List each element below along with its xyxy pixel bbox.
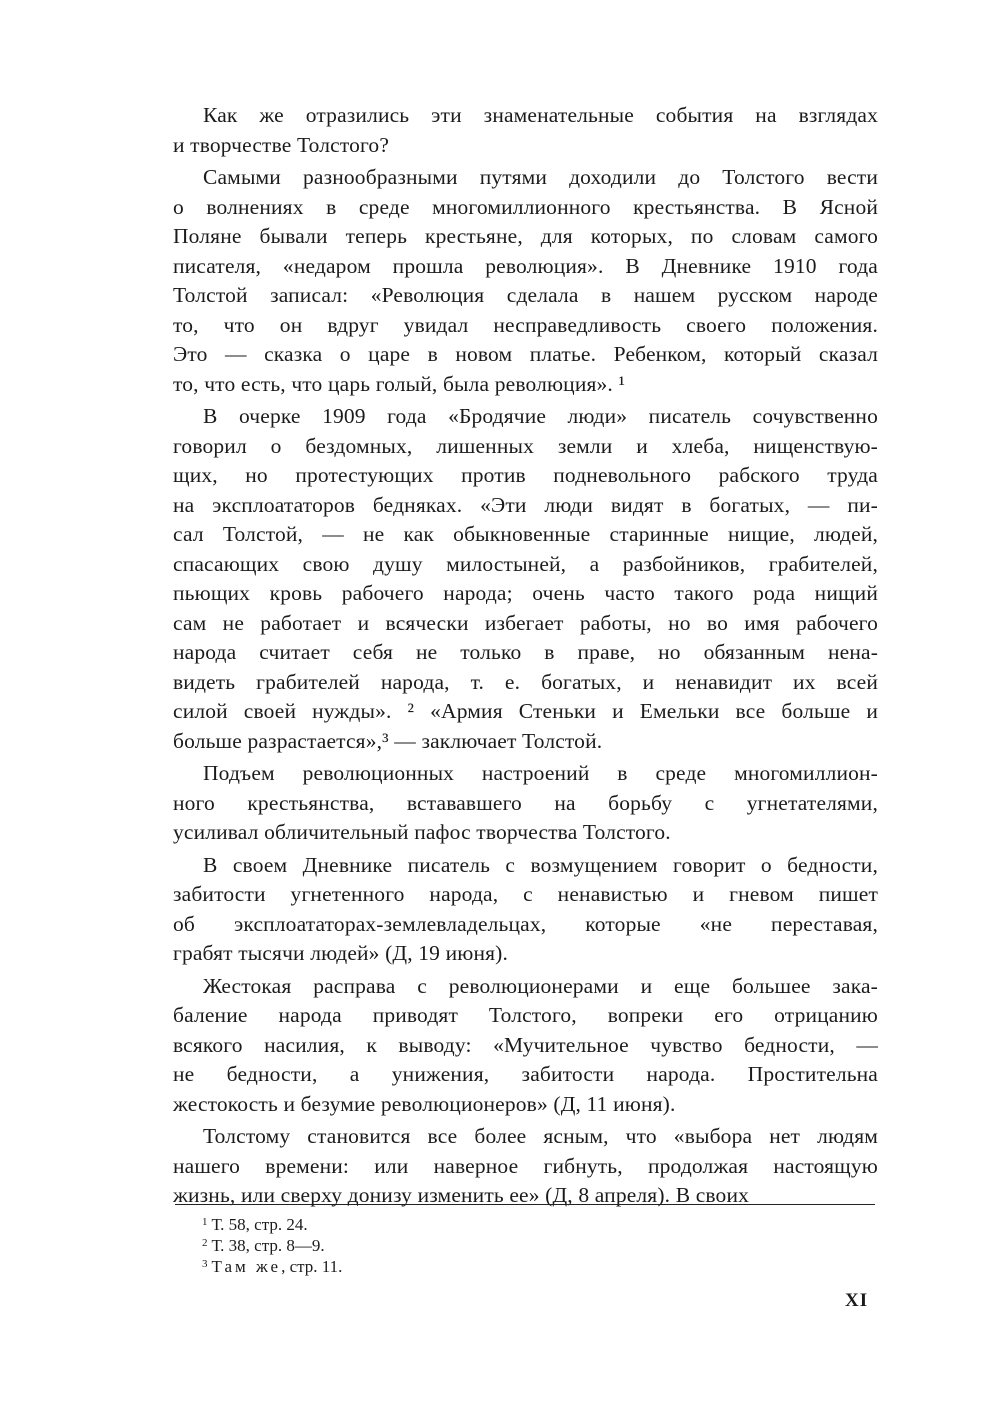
text-line: говорил о бездомных, лишенных земли и хлеба, нищенствую-: [173, 433, 878, 458]
footnote-1: [202, 1212, 802, 1233]
text-line: видеть грабителей народа, т. е. богатых, и ненавидит их всей: [173, 669, 878, 694]
text-line: сал Толстой, — не как обыкновенные старинные нищие, людей,: [173, 522, 878, 546]
footnote-mark: 1: [202, 1216, 208, 1228]
text-line: народа считает себя не только в праве, но обязанным нена-: [173, 640, 878, 664]
text-line: спасающих свою душу милостыней, а разбойников, грабителей,: [173, 551, 878, 576]
text-line: об эксплоататорах-землевладельцах, которые «не переставая,: [173, 911, 878, 936]
text-line: забитости угнетенного народа, с ненавистью и гневом пишет: [173, 882, 878, 906]
footnote-spaced-text: Там же: [211, 1257, 282, 1276]
page-number: XI: [845, 1290, 869, 1311]
text-line: писателя, «недаром прошла революция». В Дневнике 1910 года: [173, 253, 878, 278]
text-line: Это — сказка о царе в новом платье. Ребенком, который сказал: [173, 342, 878, 366]
text-line: В своем Дневнике писатель с возмущением говорит о бедности,: [203, 852, 878, 877]
text-line: жизнь, или сверху донизу изменить ее» (Д, 8 апреля). В своих: [173, 1183, 750, 1207]
text-line: щих, но протестующих против подневольного рабского труда: [173, 463, 878, 487]
footnotes: [202, 1212, 802, 1275]
footnote-divider: [175, 1204, 875, 1205]
footnote-mark: 2: [202, 1237, 208, 1249]
text-line: Толстому становится все более ясным, что «выбора нет людям: [203, 1124, 878, 1148]
text-line: Поляне бывали теперь крестьяне, для которых, по словам самого: [173, 224, 878, 248]
text-line: и творчестве Толстого?: [173, 132, 390, 157]
text-line: Жестокая расправа с революционерами и еще большее зака-: [203, 973, 878, 998]
paragraph: [173, 759, 878, 848]
text-line: жестокость и безумие революционеров» (Д, 11 июня).: [173, 1091, 676, 1116]
footnote-mark: 3: [202, 1258, 208, 1270]
paragraph: [173, 1122, 878, 1211]
paragraph: [173, 851, 878, 969]
text-line: пьющих кровь рабочего народа; очень часто такого рода нищий: [173, 581, 878, 605]
text-line: сам не работает и всячески избегает работы, но во имя рабочего: [173, 610, 878, 635]
text-line: то, что он вдруг увидал несправедливость своего положения.: [173, 312, 878, 337]
paragraph: [173, 101, 878, 160]
body-text: [173, 101, 878, 1214]
paragraph: [173, 402, 878, 756]
text-line: Как же отразились эти знаменательные события на взглядах: [203, 103, 878, 127]
text-line: о волнениях в среде многомиллионного крестьянства. В Ясной: [173, 194, 878, 219]
footnote-3: [202, 1254, 802, 1275]
text-line: нашего времени: или наверное гибнуть, продолжая настоящую: [173, 1153, 878, 1178]
text-line: Подъем революционных настроений в среде многомиллион-: [203, 761, 878, 785]
text-line: на эксплоататоров бедняках. «Эти люди видят в богатых, — пи-: [173, 492, 878, 517]
text-line: Самыми разнообразными путями доходили до Толстого вести: [203, 165, 878, 189]
paragraph: [173, 163, 878, 399]
text-line: не бедности, а унижения, забитости народа. Простительна: [173, 1062, 878, 1086]
text-line: Толстой записал: «Революция сделала в нашем русском народе: [173, 283, 878, 307]
footnote-2: [202, 1233, 802, 1254]
text-line: В очерке 1909 года «Бродячие люди» писатель сочувственно: [203, 404, 878, 428]
text-line: силой своей нужды». ² «Армия Стеньки и Емельки все больше и: [173, 699, 878, 723]
text-line: то, что есть, что царь голый, была революция». ¹: [173, 371, 626, 396]
text-line: баление народа приводят Толстого, вопреки его отрицанию: [173, 1003, 878, 1027]
paragraph: [173, 972, 878, 1120]
text-line: больше разрастается»,³ — заключает Толстой.: [173, 728, 603, 753]
text-line: всякого насилия, к выводу: «Мучительное чувство бедности, —: [173, 1032, 878, 1057]
footnote-text: Т. 58, стр. 24.: [211, 1215, 308, 1234]
footnote-text: , стр. 11.: [281, 1257, 343, 1276]
text-line: усиливал обличительный пафос творчества Толстого.: [173, 820, 671, 844]
text-line: ного крестьянства, встававшего на борьбу с угнетателями,: [173, 790, 878, 815]
text-line: грабят тысячи людей» (Д, 19 июня).: [173, 941, 509, 965]
footnote-text: Т. 38, стр. 8—9.: [211, 1236, 325, 1255]
